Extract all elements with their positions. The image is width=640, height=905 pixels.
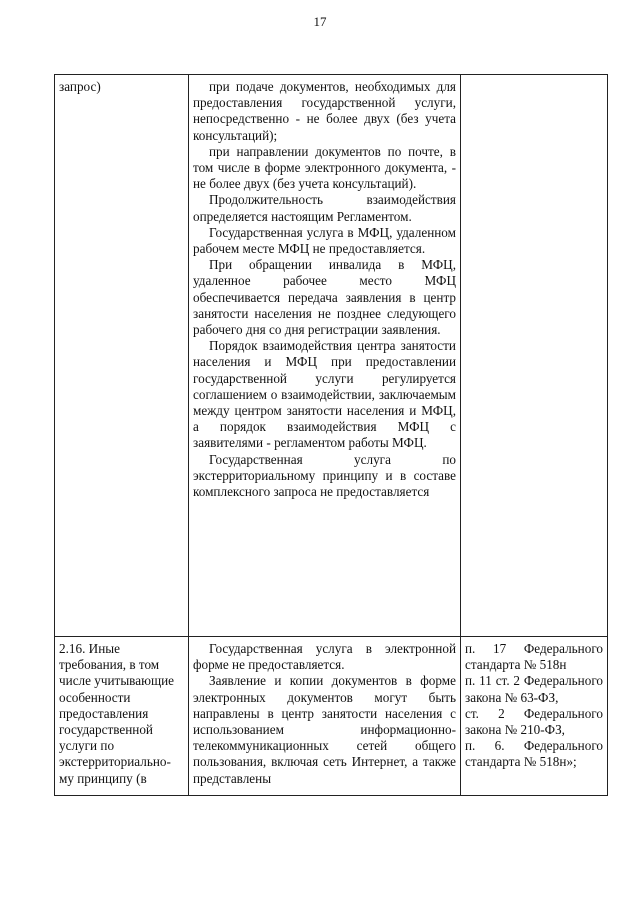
content-paragraph: при направлении документов по почте, в том числе в форме электронного документа, - не более двух (без учета консультаций).	[193, 143, 456, 192]
legal-reference: п. 17 Федерального стандарта № 518н	[465, 641, 603, 673]
page-number: 17	[313, 14, 327, 29]
legal-reference: п. 6. Федерального стандарта № 518н»;	[465, 738, 603, 770]
content-paragraph: Продолжительность взаимодействия определяется настоящим Регламентом.	[193, 192, 456, 224]
requirement-name: запрос)	[59, 79, 101, 94]
content-paragraph: Порядок взаимодействия центра занятости населения и МФЦ при предоставлении государственной услуги регулируется соглашением о взаимодействии, заключаемым между центром занятости населения и МФЦ, а порядок взаимодействия МФЦ с заявителями - регламентом работы МФЦ.	[193, 338, 456, 451]
table-row	[55, 75, 608, 637]
content-paragraph: Государственная услуга в МФЦ, удаленном рабочем месте МФЦ не предоставляется.	[193, 224, 456, 257]
requirement-content-cell	[189, 637, 461, 796]
requirement-content-cell	[189, 75, 461, 637]
regulation-table	[54, 74, 608, 796]
content-paragraph: Заявление и копии документов в форме электронных документов могут быть направлены в центр занятости населения с использованием информационно-телекоммуникационных сетей общего пользования, включая сеть Интернет, а также представлены	[193, 673, 456, 786]
content-paragraph: Государственная услуга по экстерриториальному принципу и в составе комплексного запроса не предоставляется	[193, 451, 456, 500]
requirement-name-cell	[55, 637, 189, 796]
legal-reference: п. 11 ст. 2 Федерального закона № 63-ФЗ,	[465, 673, 603, 705]
requirement-name-cell	[55, 75, 189, 637]
content-paragraph: При обращении инвалида в МФЦ, удаленное рабочее место МФЦ обеспечивается передача заявления в центр занятости населения не позднее следующего рабочего дня со дня регистрации заявления.	[193, 257, 456, 338]
table-row	[55, 637, 608, 796]
content-paragraph: Государственная услуга в электронной форме не предоставляется.	[193, 641, 456, 673]
content-paragraph: при подаче документов, необходимых для предоставления государственной услуги, непосредственно - не более двух (без учета консультаций);	[193, 79, 456, 143]
legal-basis-cell	[461, 75, 608, 637]
legal-reference: ст. 2 Федерального закона № 210-ФЗ,	[465, 705, 603, 738]
legal-basis-cell	[461, 637, 608, 796]
requirement-name: 2.16. Иные требования, в том числе учитывающие особенности предоставления государственной услуги по экстерриториально-му принципу (в	[59, 641, 175, 786]
